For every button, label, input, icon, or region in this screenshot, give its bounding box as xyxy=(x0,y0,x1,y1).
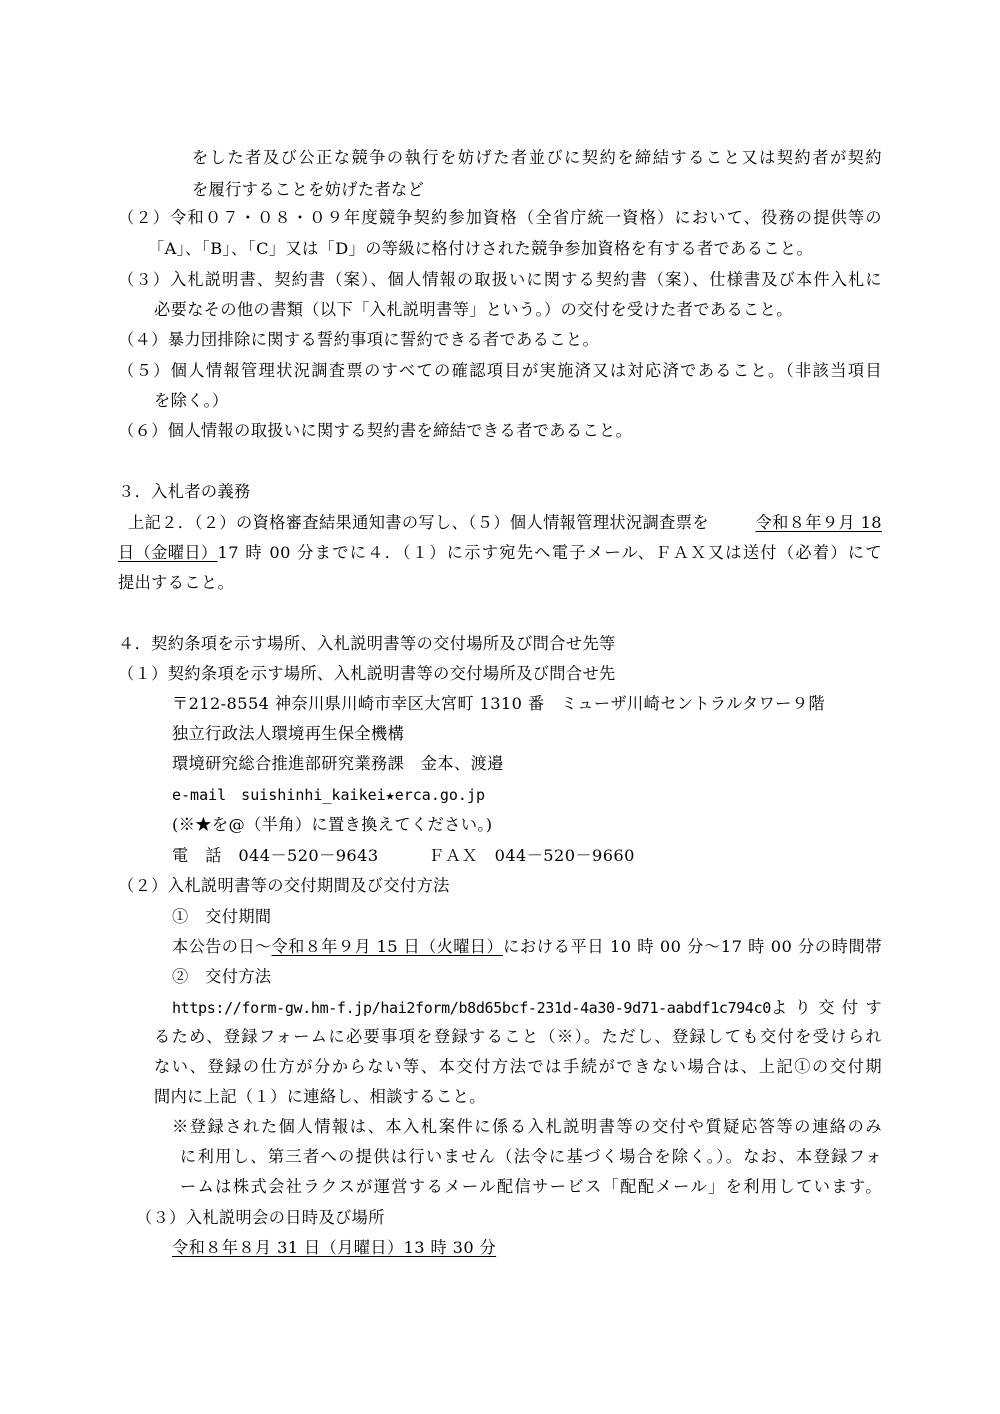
email-note: (※★を@（半角）に置き換えてください。) xyxy=(172,815,493,834)
text-line: 間内に上記（１）に連絡し、相談すること。 xyxy=(154,1087,486,1106)
text-line: ない、登録の仕方が分からない等、本交付方法では手続ができない場合は、上記①の交付期 xyxy=(154,1057,882,1076)
qualification-item-6: （６）個人情報の取扱いに関する契約書を締結できる者であること。 xyxy=(118,421,633,440)
text-line xyxy=(172,937,882,957)
text-line: 必要なその他の書類（以下「入札説明書等」という。）の交付を受けた者であること。 xyxy=(154,300,793,319)
text-segment: 本公告の日～ xyxy=(172,937,272,956)
qualification-item-5: （５）個人情報管理状況調査票のすべての確認項目が実施済又は対応済であること。（非該当項目 xyxy=(118,361,882,380)
phone-fax: 電 話 044－520－9643 ＦＡＸ 044－520－9660 xyxy=(172,846,635,865)
organization-name: 独立行政法人環境再生保全機構 xyxy=(172,724,405,743)
subsection-heading: （２）入札説明書等の交付期間及び交付方法 xyxy=(118,876,450,895)
subsection-heading: （１）契約条項を示す場所、入札説明書等の交付場所及び問合せ先 xyxy=(118,664,616,683)
subsection-heading: （３）入札説明会の日時及び場所 xyxy=(136,1208,385,1227)
text-segment: 17 時 00 分までに４．（１）に示す宛先へ電子メール、ＦＡＸ又は送付（必着）にて xyxy=(217,543,882,562)
registration-url[interactable]: https://form-gw.hm-f.jp/hai2form/b8d65bcf-231d-4a30-9d71-aabdf1c794c0 xyxy=(172,999,771,1017)
text-line: を除く。） xyxy=(154,391,229,410)
text-segment: 上記２．（２）の資格審査結果通知書の写し、（５）個人情報管理状況調査票を xyxy=(128,513,709,532)
section-heading-3: ３．入札者の義務 xyxy=(118,482,251,501)
text-line: 提出すること。 xyxy=(118,573,235,592)
text-line: をした者及び公正な競争の執行を妨げた者並びに契約を締結すること又は契約者が契約 xyxy=(192,148,882,167)
briefing-datetime: 令和８年８月 31 日（月曜日）13 時 30 分 xyxy=(172,1238,497,1257)
text-segment: における平日 10 時 00 分～17 時 00 分の時間帯 xyxy=(503,937,882,956)
text-line xyxy=(128,513,882,533)
department-name: 環境研究総合推進部研究業務課 金本、渡邉 xyxy=(172,754,504,773)
text-line xyxy=(172,998,882,1018)
email-address: e-mail suishinhi_kaikei★erca.go.jp xyxy=(172,786,486,804)
text-line: を履行することを妨げた者など xyxy=(192,180,425,199)
privacy-note: ※登録された個人情報は、本入札案件に係る入札説明書等の交付や質疑応答等の連絡のみ xyxy=(172,1117,882,1136)
address: 〒212-8554 神奈川県川崎市幸区大宮町 1310 番 ミューザ川崎セントラルタワー９階 xyxy=(172,694,825,713)
deadline-date: 令和８年９月 18 xyxy=(755,513,882,532)
section-heading-4: ４．契約条項を示す場所、入札説明書等の交付場所及び問合せ先等 xyxy=(118,634,616,653)
text-line: 「A」、「B」、「C」又は「D」の等級に格付けされた競争参加資格を有する者であること。 xyxy=(148,239,814,258)
deadline-date: 日（金曜日） xyxy=(118,543,218,562)
distribution-date: 令和８年９月 15 日（火曜日） xyxy=(271,937,504,956)
qualification-item-3: （３）入札説明書、契約書（案）、個人情報の取扱いに関する契約書（案）、仕様書及び本件入札に xyxy=(118,270,882,289)
text-segment: より交付す xyxy=(770,998,882,1017)
text-line: ② 交付方法 xyxy=(172,967,272,986)
text-line: ① 交付期間 xyxy=(172,907,272,926)
text-line: ームは株式会社ラクスが運営するメール配信サービス「配配メール」を利用しています。 xyxy=(180,1177,882,1196)
text-line: るため、登録フォームに必要事項を登録すること（※）。ただし、登録しても交付を受けられ xyxy=(154,1027,882,1046)
qualification-item-4: （４）暴力団排除に関する誓約事項に誓約できる者であること。 xyxy=(118,330,600,349)
qualification-item-2: （２）令和０７・０８・０９年度競争契約参加資格（全省庁統一資格）において、役務の提供等の xyxy=(118,208,882,227)
text-line: に利用し、第三者への提供は行いません（法令に基づく場合を除く。）。なお、本登録フォ xyxy=(180,1147,882,1166)
text-line xyxy=(118,543,882,563)
